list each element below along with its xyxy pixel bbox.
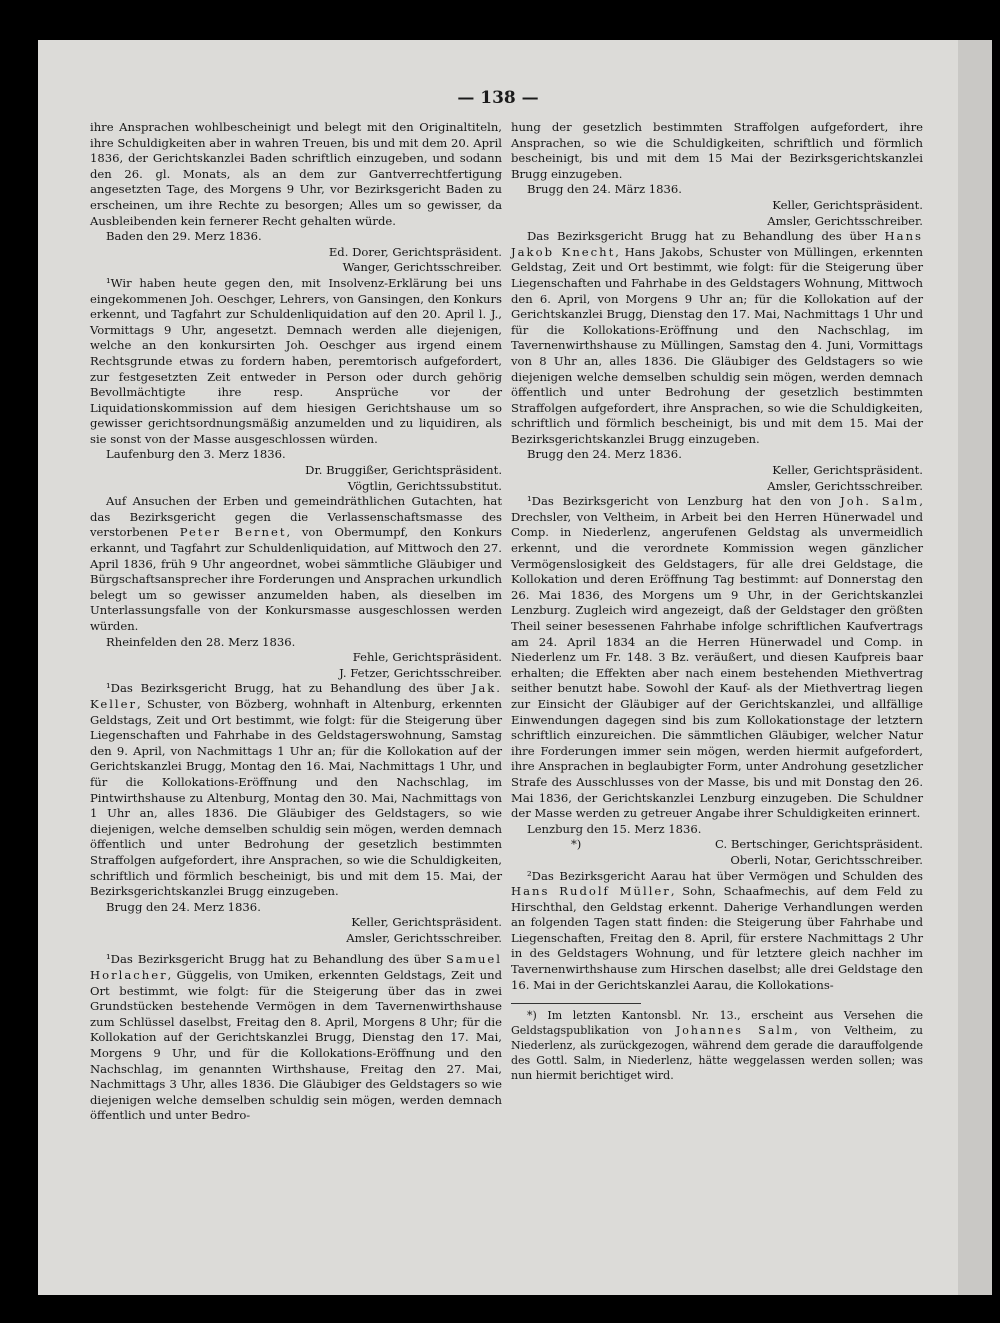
newspaper-page <box>38 40 958 1295</box>
notice-date: Brugg den 24. Merz 1836. <box>106 899 261 914</box>
right-column <box>511 120 923 1083</box>
notice-date: Baden den 29. Merz 1836. <box>106 229 262 244</box>
signature-president: Fehle, Gerichtspräsident. <box>352 650 502 665</box>
signature-clerk: Amsler, Gerichtsschreiber. <box>767 478 923 493</box>
next-page-edge <box>958 40 992 1295</box>
notice-paragraph: Das Bezirksgericht Brugg hat zu Behandlung des über Hans Jakob Knecht, Hans Jakobs, Schuster von Müllingen, erkennten Geldstag, Zeit und Ort bestimmt, wie folgt: für die Steigerung über Liegenschaften und Fahrhabe in des Geldstagers Wohnung, Mittwoch den 6. April, von Morgens 9 Uhr an; für die Kollokation auf der Gerichtskanzlei Brugg, Dienstag den 17. Mai, Nachmittags 1 Uhr und für die Kollokations-Eröffnung und den Nachschlag, im Tavernenwirthshause zu Müllingen, Samstag den 4. Juni, Vormittags von 8 Uhr an, alles 1836. Die Gläubiger des Geldstagers so wie diejenigen welche demselben schuldig sein mögen, werden demnach öffentlich und unter Bedrohung der gesetzlich bestimmten Straffolgen aufgefordert, ihre Ansprachen, so wie die Schuldigkeiten, schriftlich und förmlich bescheinigt, bis und mit dem 15. Mai der Bezirksgerichtskanzlei Brugg einzugeben. <box>511 229 924 446</box>
notice-paragraph: Auf Ansuchen der Erben und gemeindräthlichen Gutachten, hat das Bezirksgericht gegen die Verlassenschaftsmasse des verstorbenen Peter Bernet, von Obermumpf, den Konkurs erkannt, und Tagfahrt zur Schuldenliquidation, auf Mittwoch den 27. April 1836, früh 9 Uhr angeordnet, wobei sämmtliche Gläubiger und Bürgschaftsansprecher ihre Forderungen und Ansprachen urkundlich belegt um so gewisser anzumelden haben, als dieselben im Unterlassungsfalle von der Konkursmasse ausgeschlossen werden würden. <box>90 494 502 633</box>
debtor-name: Johannes Salm <box>675 1024 795 1038</box>
left-column <box>90 120 502 1124</box>
notice-paragraph: ²Das Bezirksgericht Aarau hat über Vermögen und Schulden des Hans Rudolf Müller, Sohn, Schaafmechis, auf dem Feld zu Hirschthal, den Geldstag erkennt. Daherige Verhandlungen werden an folgenden Tagen statt finden: die Steigerung über Fahrhabe und Liegenschaften, Freitag den 8. April, für erstere Nachmittags 2 Uhr in des Geldstagers Wohnung, und für letztere gleich nachher im Tavernenwirthshause zum Hirschen daselbst; alle drei Geldstage den 16. Mai in der Gerichtskanzlei Aarau, die Kollokations- <box>511 868 923 992</box>
notice-paragraph: ihre Ansprachen wohlbescheinigt und belegt mit den Originaltiteln, ihre Schuldigkeiten aber in wahren Treuen, bis und mit dem 20. April 1836, der Gerichtskanzlei Baden schriftlich einzugeben, und sodann den 26. gl. Monats, als an dem zur Gantverrechtfertigung angesetzten Tage, des Morgens 9 Uhr, vor Bezirksgericht Baden zu erscheinen, um ihre Rechte zu besorgen; Alles um so gewisser, da Ausbleibenden kein fernerer Recht gehalten würde. <box>90 120 502 228</box>
notice-date: Laufenburg den 3. Merz 1836. <box>106 447 286 462</box>
signature-row <box>511 837 923 853</box>
signature-president: Keller, Gerichtspräsident. <box>772 197 923 212</box>
debtor-name: Jak. Keller <box>90 681 502 711</box>
notice-paragraph: ¹Das Bezirksgericht Brugg, hat zu Behandlung des über Jak. Keller, Schuster, von Bözberg, wohnhaft in Altenburg, erkennten Geldstags, Zeit und Ort bestimmt, wie folgt: für die Steigerung über Liegenschaften und Fahrhabe in des Geldstagerswohnung, Samstag den 9. April, von Nachmittags 1 Uhr an; für die Kollokation auf der Gerichtskanzlei Brugg, Montag den 16. Mai, Nachmittags 1 Uhr, und für die Kollokations-Eröffnung und den Nachschlag, im Pintwirthshause zu Altenburg, Montag den 30. Mai, Nachmittags von 1 Uhr an, alles 1836. Die Gläubiger des Geldstagers, so wie diejenigen, welche demselben schuldig sein mögen, werden demnach öffentlich und unter Bedrohung der gesetzlich bestimmten Straffolgen aufgefordert, ihre Ansprachen, so wie die Schuldigkeiten, schriftlich und förmlich bescheinigt, bis und mit dem 15. Mai, der Bezirksgerichtskanzlei Brugg einzugeben. <box>90 681 502 899</box>
notice-paragraph: ¹Wir haben heute gegen den, mit Insolvenz-Erklärung bei uns eingekommenen Joh. Oeschger, Lehrers, von Gansingen, den Konkurs erkennt, und Tagfahrt zur Schuldenliquidation auf den 20. April l. J., Vormittags 9 Uhr, angesetzt. Demnach werden alle diejenigen, welche an den konkursirten Joh. Oeschger aus irgend einem Rechtsgrunde etwas zu fordern haben, peremtorisch aufgefordert, zur festgesetzten Zeit entweder in Person oder durch gehörig Bevollmächtigte ihre resp. Ansprüche vor der Liquidationskommission auf dem hiesigen Gerichtshause um so gewisser gerichtsordnungsmäßig anzumelden und zu liquidiren, als sie sonst von der Masse ausgeschlossen würden. <box>90 275 502 446</box>
signature-clerk: Oberli, Notar, Gerichtsschreiber. <box>730 852 923 867</box>
notice-date: Brugg den 24. März 1836. <box>527 182 682 197</box>
signature-president: Dr. Bruggißer, Gerichtspräsident. <box>305 463 502 478</box>
notice-paragraph: ¹Das Bezirksgericht von Lenzburg hat den von Joh. Salm, Drechsler, von Veltheim, in Arbeit bei den Herren Hünerwadel und Comp. in Niederlenz, angerufenen Geldstag als unvermeidlich erkennt, und die verordnete Kommission wegen gänzlicher Vermögenslosigkeit des Geldstagers, für alle drei Geldstage, die Kollokation und deren Eröffnung Tag bestimmt: auf Donnerstag den 26. Mai 1836, des Morgens um 9 Uhr, in der Gerichtskanzlei Lenzburg. Zugleich wird angezeigt, daß der Geldstager den größten Theil seiner besessenen Fahrhabe infolge schriftlichen Kaufvertrags am 24. April 1834 an die Herren Hünerwadel und Comp. in Niederlenz um Fr. 148. 3 Bz. veräußert, und diesen Kaufpreis baar erhalten; die Effekten aber nach einem bestehenden Miethvertrag seither benutzt habe. Sowohl der Kauf- als der Miethvertrag liegen zur Einsicht der Gläubiger auf der Gerichtskanzlei, und allfällige Einwendungen dagegen sind bis zum Kollokationstage der letztern schriftlich einzureichen. Die sämmtlichen Gläubiger, welcher Natur ihre Forderungen immer sein mögen, werden hiermit aufgefordert, ihre Ansprachen in beglaubigter Form, unter Androhung gesetzlicher Strafe des Ausschlusses von der Masse, bis und mit Donstag den 26. Mai 1836, der Gerichtskanzlei Lenzburg einzugeben. Die Schuldner der Masse werden zu getreuer Angabe ihrer Schuldigkeiten erinnert. <box>511 494 923 821</box>
debtor-name: Peter Bernet <box>179 525 287 540</box>
notice-paragraph: hung der gesetzlich bestimmten Straffolgen aufgefordert, ihre Ansprachen, so wie die Schuldigkeiten, schriftlich und förmlich bescheinigt, bis und mit dem 15 Mai der Bezirksgerichtskanzlei Brugg einzugeben. <box>511 120 923 181</box>
signature-clerk: Amsler, Gerichtsschreiber. <box>346 930 502 945</box>
notice-date: Lenzburg den 15. Merz 1836. <box>527 821 702 836</box>
page-number: — 138 — <box>457 88 539 108</box>
signature-clerk: Wanger, Gerichtsschreiber. <box>342 260 502 275</box>
signature-clerk: J. Fetzer, Gerichtsschreiber. <box>339 665 502 680</box>
debtor-name: Hans Rudolf Müller <box>511 884 671 899</box>
footnote-divider <box>511 1003 641 1004</box>
signature-president: Keller, Gerichtspräsident. <box>772 463 923 478</box>
debtor-name: Joh. Salm <box>840 494 920 509</box>
signature-president: Keller, Gerichtspräsident. <box>351 915 502 930</box>
signature-clerk: Amsler, Gerichtsschreiber. <box>767 213 923 228</box>
signature-president: C. Bertschinger, Gerichtspräsident. <box>715 837 923 852</box>
debtor-name: Samuel Horlacher <box>90 952 502 983</box>
footnote-marker: *) <box>571 837 582 852</box>
debtor-name: Hans Jakob Knecht <box>511 229 923 259</box>
notice-date: Rheinfelden den 28. Merz 1836. <box>106 634 296 649</box>
signature-president: Ed. Dorer, Gerichtspräsident. <box>328 244 502 259</box>
notice-paragraph: ¹Das Bezirksgericht Brugg hat zu Behandlung des über Samuel Horlacher, Güggelis, von Umiken, erkennten Geldstags, Zeit und Ort bestimmt, wie folgt: für die Steigerung über das in zwei Grundstücken bestehende Vermögen in dem Tavernenwirthshause zum Schlüssel daselbst, Freitag den 8. April, Morgens 8 Uhr; für die Kollokation auf der Gerichtskanzlei Brugg, Dienstag den 17. Mai, Morgens 9 Uhr, und für die Kollokations-Eröffnung und den Nachschlag, im genannten Wirthshause, Freitag den 27. Mai, Nachmittags 3 Uhr, alles 1836. Die Gläubiger des Geldstagers so wie diejenigen welche demselben schuldig sein mögen, werden demnach öffentlich und unter Bedro- <box>90 952 502 1123</box>
signature-clerk: Vögtlin, Gerichtssubstitut. <box>347 478 502 493</box>
notice-date: Brugg den 24. Merz 1836. <box>527 447 682 462</box>
footnote: *) Im letzten Kantonsbl. Nr. 13., erscheint aus Versehen die Geldstagspublikation von Johannes Salm, von Veltheim, zu Niederlenz, als zurückgezogen, während dem gerade die darauffolgende des Gottl. Salm, in Niederlenz, hätte weggelassen werden sollen; was nun hiermit berichtiget wird. <box>511 1009 923 1083</box>
